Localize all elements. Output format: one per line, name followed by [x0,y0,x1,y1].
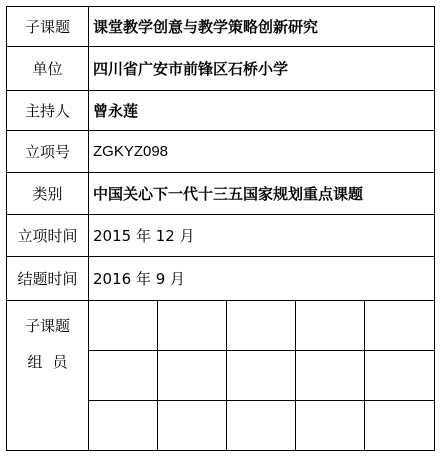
unit-value: 四川省广安市前锋区石桥小学 [89,47,435,91]
unit-label: 单位 [7,47,89,91]
member-cell [296,351,365,401]
approval-date-value: 2015 年 12 月 [89,215,435,257]
category-label: 类别 [7,173,89,215]
member-cell [227,401,296,451]
completion-date-value: 2016 年 9 月 [89,257,435,301]
row-unit [7,47,435,91]
member-cell [365,301,435,351]
members-label-line1: 子课题 [24,317,70,335]
member-cell [89,301,158,351]
member-cell [227,351,296,401]
subtopic-label: 子课题 [7,7,89,47]
member-cell [365,351,435,401]
member-cell [296,401,365,451]
row-subtopic [7,7,435,47]
member-cell [158,351,227,401]
member-cell [89,401,158,451]
host-value: 曾永莲 [89,91,435,131]
row-category [7,173,435,215]
completion-date-label: 结题时间 [7,257,89,301]
row-project-number [7,131,435,173]
members-row-1 [7,301,435,351]
project-number-value: ZGKYZ098 [89,131,435,173]
member-cell [158,301,227,351]
member-cell [89,351,158,401]
member-cell [227,301,296,351]
member-cell [296,301,365,351]
members-label-line2: 组员 [27,353,78,371]
row-approval-date [7,215,435,257]
member-cell [158,401,227,451]
project-number-label: 立项号 [7,131,89,173]
category-value: 中国关心下一代十三五国家规划重点课题 [89,173,435,215]
row-completion-date [7,257,435,301]
members-label [7,301,89,451]
approval-date-label: 立项时间 [7,215,89,257]
member-cell [365,401,435,451]
row-host [7,91,435,131]
subtopic-value: 课堂教学创意与教学策略创新研究 [89,7,435,47]
host-label: 主持人 [7,91,89,131]
project-info-table [6,6,435,451]
